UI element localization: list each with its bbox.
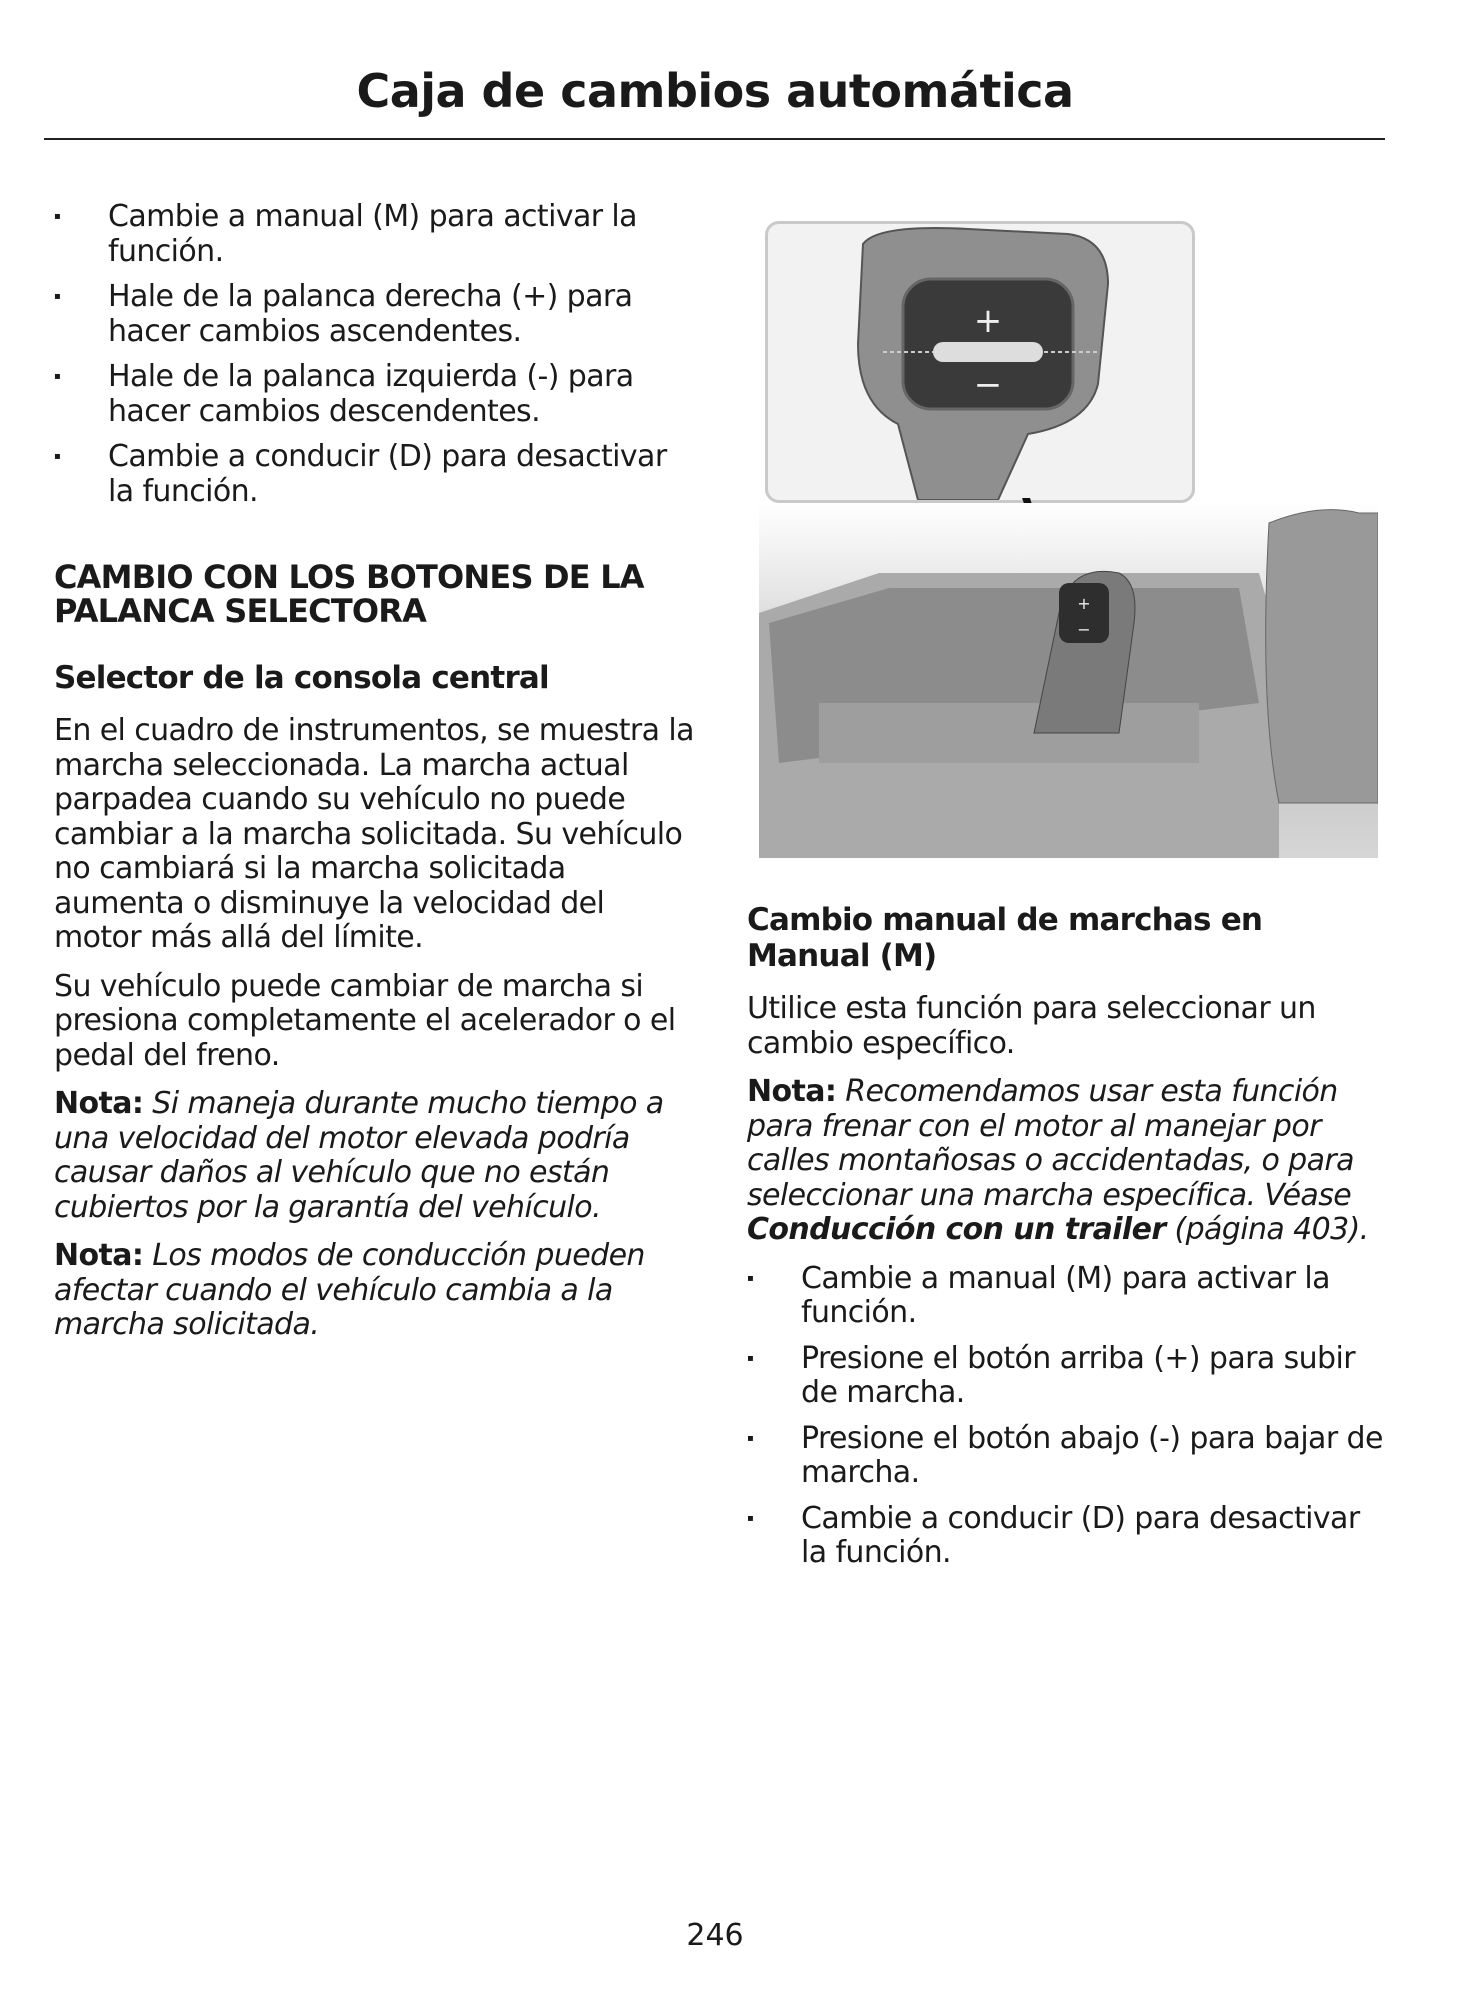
note — [54, 1239, 694, 1343]
list-item: ▪ Cambie a conducir (D) para desactivar la función. — [747, 1502, 1387, 1571]
note-text: Recomendamos usar esta función para frenar con el motor al manejar por calles montañosas o accidentadas, o para seleccionar una marcha específica. Véase — [747, 1074, 1354, 1213]
page-reference: (página 403). — [1174, 1212, 1369, 1247]
paragraph: En el cuadro de instrumentos, se muestra la marcha seleccionada. La marcha actual parpadea cuando su vehículo no puede cambiar a la marcha solicitada. Su vehículo no cambiará si la marcha solicitada aumenta o disminuye la velocidad del motor más allá del límite. — [54, 713, 694, 955]
page-number: 246 — [686, 1918, 744, 1953]
list-item: ▪ Presione el botón arriba (+) para subir de marcha. — [747, 1342, 1387, 1411]
note-text: Los modos de conducción pueden afectar cuando el vehículo cambia a la marcha solicitada. — [54, 1238, 645, 1342]
selector-detail-illustration — [765, 221, 1195, 503]
list-item: ▪ Hale de la palanca izquierda (-) para hacer cambios descendentes. — [54, 360, 694, 429]
list-item: ▪ Presione el botón abajo (-) para bajar de marcha. — [747, 1422, 1387, 1491]
note-label: Nota: — [54, 1086, 144, 1121]
subsection-heading: Selector de la consola central — [54, 660, 549, 696]
bullet-list — [54, 200, 694, 509]
paragraph: Utilice esta función para seleccionar un cambio específico. — [747, 991, 1316, 1061]
minus-label: − — [973, 365, 1003, 405]
plus-label-small: + — [1077, 594, 1091, 613]
page-title: Caja de cambios automática — [356, 64, 1074, 118]
note-label: Nota: — [54, 1238, 144, 1273]
list-item: ▪ Cambie a manual (M) para activar la función. — [747, 1262, 1387, 1331]
bullet-list — [747, 1262, 1387, 1571]
list-item: ▪ Hale de la palanca derecha (+) para hacer cambios ascendentes. — [54, 280, 694, 349]
paragraph: Su vehículo puede cambiar de marcha si presiona completamente el acelerador o el pedal del freno. — [54, 968, 676, 1073]
right-column — [747, 902, 1387, 1582]
header-divider — [44, 138, 1385, 140]
minus-label-small: − — [1077, 620, 1091, 639]
list-item: ▪ Cambie a conducir (D) para desactivar la función. — [54, 440, 694, 509]
note — [747, 1075, 1387, 1248]
plus-label: + — [973, 301, 1003, 341]
note-label: Nota: — [747, 1074, 837, 1109]
list-item: ▪ Cambie a manual (M) para activar la función. — [54, 200, 694, 269]
section-heading: CAMBIO CON LOS BOTONES DE LA PALANCA SELECTORA — [54, 558, 644, 630]
cross-reference-link[interactable]: Conducción con un trailer — [747, 1212, 1166, 1247]
note — [54, 1087, 694, 1225]
center-console-photo — [759, 503, 1378, 858]
left-column — [54, 200, 694, 1357]
subsection-heading: Cambio manual de marchas en Manual (M) — [747, 902, 1263, 974]
note-text: Si maneja durante mucho tiempo a una velocidad del motor elevada podría causar daños al vehículo que no están cubiertos por la garantía del vehículo. — [54, 1086, 664, 1225]
